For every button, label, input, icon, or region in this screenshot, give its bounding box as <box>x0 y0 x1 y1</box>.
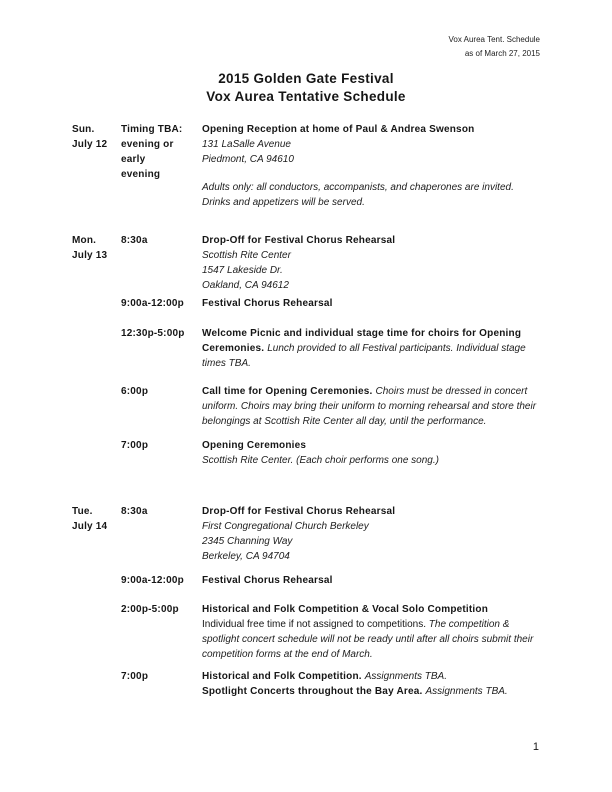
day-label <box>72 122 121 152</box>
text-segment: First Congregational Church Berkeley <box>202 521 369 532</box>
time-line: 9:00a-12:00p <box>121 575 184 586</box>
text-segment: Choirs must be dressed in concert uniform. Choirs may bring their uniform to morning rehearsal and store their belongings at Scottish Rite Center all day, until the performance. <box>202 386 537 427</box>
entry-description <box>202 122 540 210</box>
title-line-1: 2015 Golden Gate Festival <box>218 71 394 86</box>
time-label <box>121 384 200 399</box>
time-label <box>121 233 200 248</box>
text-segment: Piedmont, CA 94610 <box>202 154 294 165</box>
time-line: 2:00p-5:00p <box>121 604 179 615</box>
entry-paragraph <box>202 669 540 684</box>
time-line: 8:30a <box>121 506 148 517</box>
entry-paragraph <box>202 180 540 195</box>
entry-paragraph <box>202 617 540 662</box>
entry-paragraph <box>202 248 540 263</box>
entry-paragraph <box>202 326 540 371</box>
entry-paragraph <box>202 122 540 137</box>
day-line: July 12 <box>72 139 108 150</box>
entry-paragraph <box>202 519 540 534</box>
text-segment: Drinks and appetizers will be served. <box>202 197 365 208</box>
entry-paragraph <box>202 684 540 699</box>
entry-description <box>202 326 540 371</box>
header-doc-name: Vox Aurea Tent. Schedule <box>448 35 540 44</box>
entry-paragraph <box>202 233 540 248</box>
entry-description <box>202 296 540 311</box>
time-line: 8:30a <box>121 235 148 246</box>
entry-paragraph <box>202 453 540 468</box>
time-line: 12:30p-5:00p <box>121 328 185 339</box>
text-segment: Call time for Opening Ceremonies. <box>202 386 376 397</box>
text-segment: Opening Reception at home of Paul & Andrea Swenson <box>202 124 475 135</box>
text-segment: Historical and Folk Competition & Vocal Solo Competition <box>202 604 489 615</box>
entry-paragraph <box>202 263 540 278</box>
text-segment: Drop-Off for Festival Chorus Rehearsal <box>202 506 396 517</box>
time-line: 9:00a-12:00p <box>121 298 184 309</box>
day-line: July 13 <box>72 250 108 261</box>
time-line: 7:00p <box>121 440 149 451</box>
text-segment: Spotlight Concerts throughout the Bay Area. <box>202 686 426 697</box>
time-line: evening or <box>121 139 174 150</box>
entry-paragraph <box>202 504 540 519</box>
entry-description <box>202 573 540 588</box>
day-label <box>72 233 121 263</box>
time-line: evening <box>121 169 161 180</box>
text-segment: Assignments TBA. <box>364 671 447 682</box>
time-label <box>121 602 200 617</box>
time-label <box>121 326 200 341</box>
text-segment: 2345 Channing Way <box>202 536 293 547</box>
time-line: 7:00p <box>121 671 149 682</box>
entry-paragraph <box>202 384 540 429</box>
entry-paragraph <box>202 195 540 210</box>
entry-paragraph <box>202 296 540 311</box>
entry-paragraph <box>202 573 540 588</box>
text-segment: Festival Chorus Rehearsal <box>202 298 333 309</box>
text-segment: The competition & spotlight concert schedule will not be ready until after all choirs submit their competition forms at the end of March. <box>202 619 534 660</box>
text-segment: Drop-Off for Festival Chorus Rehearsal <box>202 235 396 246</box>
entry-description <box>202 384 540 429</box>
text-segment: Opening Ceremonies <box>202 440 307 451</box>
text-segment: Lunch provided to all Festival participants. Individual stage times TBA. <box>202 343 526 369</box>
entry-description <box>202 233 540 293</box>
text-segment: Oakland, CA 94612 <box>202 280 289 291</box>
day-line: Sun. <box>72 124 95 135</box>
title-line-2: Vox Aurea Tentative Schedule <box>206 89 406 104</box>
text-segment: 1547 Lakeside Dr. <box>202 265 283 276</box>
entry-description <box>202 504 540 564</box>
entry-paragraph <box>202 438 540 453</box>
time-line: 6:00p <box>121 386 149 397</box>
time-label <box>121 438 200 453</box>
paragraph-spacer <box>202 167 540 180</box>
text-segment: Scottish Rite Center <box>202 250 291 261</box>
entry-paragraph <box>202 549 540 564</box>
entry-paragraph <box>202 602 540 617</box>
page-number: 1 <box>532 741 539 753</box>
time-line: Timing TBA: <box>121 124 183 135</box>
time-label <box>121 669 200 684</box>
time-label <box>121 122 200 182</box>
time-label <box>121 573 200 588</box>
text-segment: Welcome Picnic and individual stage time for choirs for Opening Ceremonies. <box>202 328 522 354</box>
text-segment: Berkeley, CA 94704 <box>202 551 290 562</box>
text-segment: Historical and Folk Competition. <box>202 671 365 682</box>
text-segment: Scottish Rite Center. (Each choir performs one song.) <box>202 455 439 466</box>
time-line: early <box>121 154 146 165</box>
day-line: Mon. <box>72 235 97 246</box>
header-as-of-date: as of March 27, 2015 <box>464 49 540 58</box>
text-segment: Assignments TBA. <box>425 686 508 697</box>
day-line: Tue. <box>72 506 93 517</box>
entry-paragraph <box>202 137 540 152</box>
text-segment: Individual free time if not assigned to competitions. <box>202 619 429 630</box>
entry-paragraph <box>202 534 540 549</box>
text-segment: Festival Chorus Rehearsal <box>202 575 333 586</box>
time-label <box>121 504 200 519</box>
entry-paragraph <box>202 278 540 293</box>
text-segment: 131 LaSalle Avenue <box>202 139 291 150</box>
entry-paragraph <box>202 152 540 167</box>
entry-description <box>202 669 540 699</box>
time-label <box>121 296 200 311</box>
text-segment: Adults only: all conductors, accompanists, and chaperones are invited. <box>202 182 514 193</box>
entry-description <box>202 602 540 662</box>
day-label <box>72 504 121 534</box>
day-line: July 14 <box>72 521 108 532</box>
entry-description <box>202 438 540 468</box>
